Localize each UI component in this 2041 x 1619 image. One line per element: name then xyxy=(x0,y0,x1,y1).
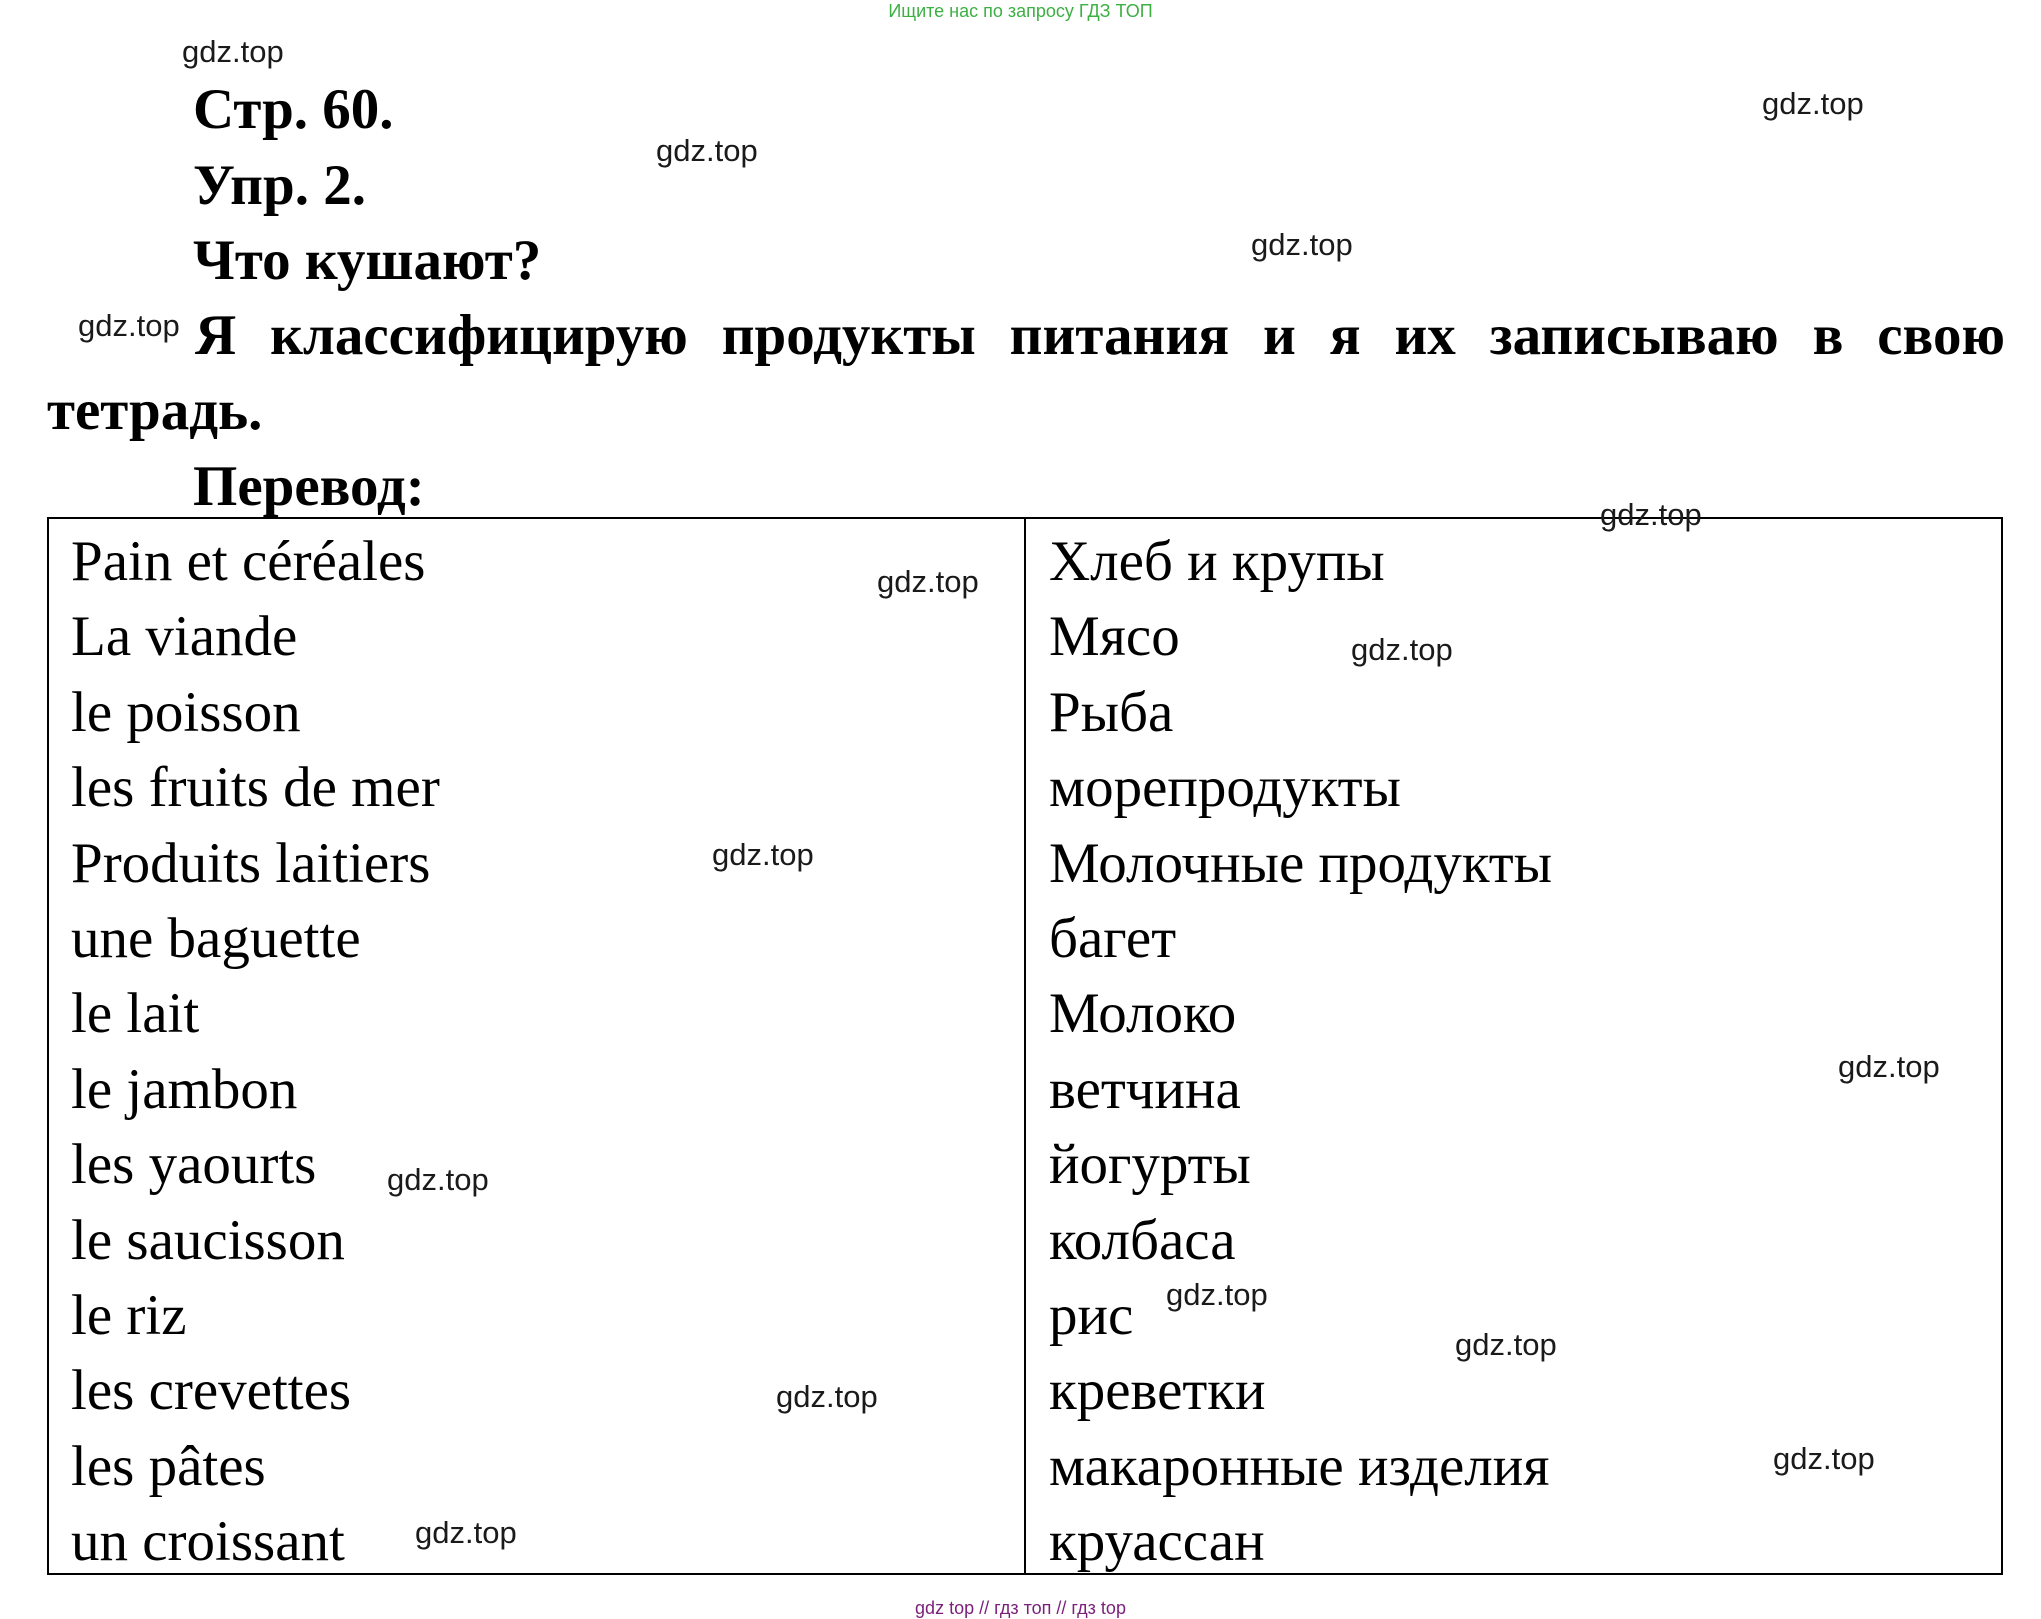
watermark: gdz.top xyxy=(1773,1441,1875,1476)
exercise-number: Упр. 2. xyxy=(193,154,366,217)
french-word: les pâtes xyxy=(71,1434,266,1498)
russian-word: Хлеб и крупы xyxy=(1049,530,1385,593)
translation-label: Перевод: xyxy=(193,455,425,518)
russian-word: Рыба xyxy=(1049,680,1174,744)
russian-word: багет xyxy=(1049,906,1177,970)
task-text-line-2: тетрадь. xyxy=(47,379,263,442)
watermark: gdz.top xyxy=(415,1515,517,1550)
french-word: La viande xyxy=(71,605,298,669)
task-text-line-1: Я классифицирую продукты питания и я их записываю в свою xyxy=(195,304,2005,367)
french-word: le riz xyxy=(71,1283,187,1347)
watermark: gdz.top xyxy=(78,308,180,343)
watermark: gdz.top xyxy=(877,564,979,599)
russian-word: Молочные продукты xyxy=(1049,831,1553,895)
french-word: Pain et céréales xyxy=(71,530,426,593)
french-word: les crevettes xyxy=(71,1359,352,1423)
watermark: gdz.top xyxy=(1762,86,1864,121)
watermark: gdz.top xyxy=(1600,497,1702,532)
watermark: gdz.top xyxy=(1455,1327,1557,1362)
french-word: le jambon xyxy=(71,1057,298,1121)
french-column xyxy=(71,530,440,1588)
french-word: un croissant xyxy=(71,1510,345,1574)
question-heading: Что кушают? xyxy=(193,229,542,292)
russian-word: круассан xyxy=(1049,1510,1265,1574)
column-divider xyxy=(1024,519,1026,1573)
watermark: gdz.top xyxy=(656,133,758,168)
french-word: une baguette xyxy=(71,906,361,970)
french-word: le poisson xyxy=(71,680,301,744)
watermark: gdz.top xyxy=(1166,1277,1268,1312)
french-word: Produits laitiers xyxy=(71,831,431,895)
russian-column xyxy=(1049,530,1553,1588)
russian-word: рис xyxy=(1049,1283,1134,1347)
vocabulary-table xyxy=(47,517,2003,1575)
french-word: les yaourts xyxy=(71,1133,317,1197)
russian-word: макаронные изделия xyxy=(1049,1434,1550,1498)
watermark: gdz.top xyxy=(387,1162,489,1197)
page-number: Стр. 60. xyxy=(193,78,394,141)
russian-word: йогурты xyxy=(1049,1133,1251,1197)
watermark: gdz.top xyxy=(712,837,814,872)
french-word: les fruits de mer xyxy=(71,756,440,820)
french-word: le lait xyxy=(71,982,200,1046)
russian-word: креветки xyxy=(1049,1359,1266,1423)
russian-word: Молоко xyxy=(1049,982,1237,1046)
russian-word: морепродукты xyxy=(1049,756,1401,820)
watermark: gdz.top xyxy=(1838,1049,1940,1084)
top-banner: Ищите нас по запросу ГДЗ ТОП xyxy=(888,1,1153,21)
french-word: le saucisson xyxy=(71,1208,345,1272)
russian-word: ветчина xyxy=(1049,1057,1241,1121)
russian-word: Мясо xyxy=(1049,605,1180,669)
russian-word: колбаса xyxy=(1049,1208,1236,1272)
watermark: gdz.top xyxy=(182,34,284,69)
watermark: gdz.top xyxy=(776,1379,878,1414)
watermark: gdz.top xyxy=(1251,227,1353,262)
watermark: gdz.top xyxy=(1351,632,1453,667)
footer-watermark: gdz top // гдз топ // гдз top xyxy=(915,1598,1126,1618)
